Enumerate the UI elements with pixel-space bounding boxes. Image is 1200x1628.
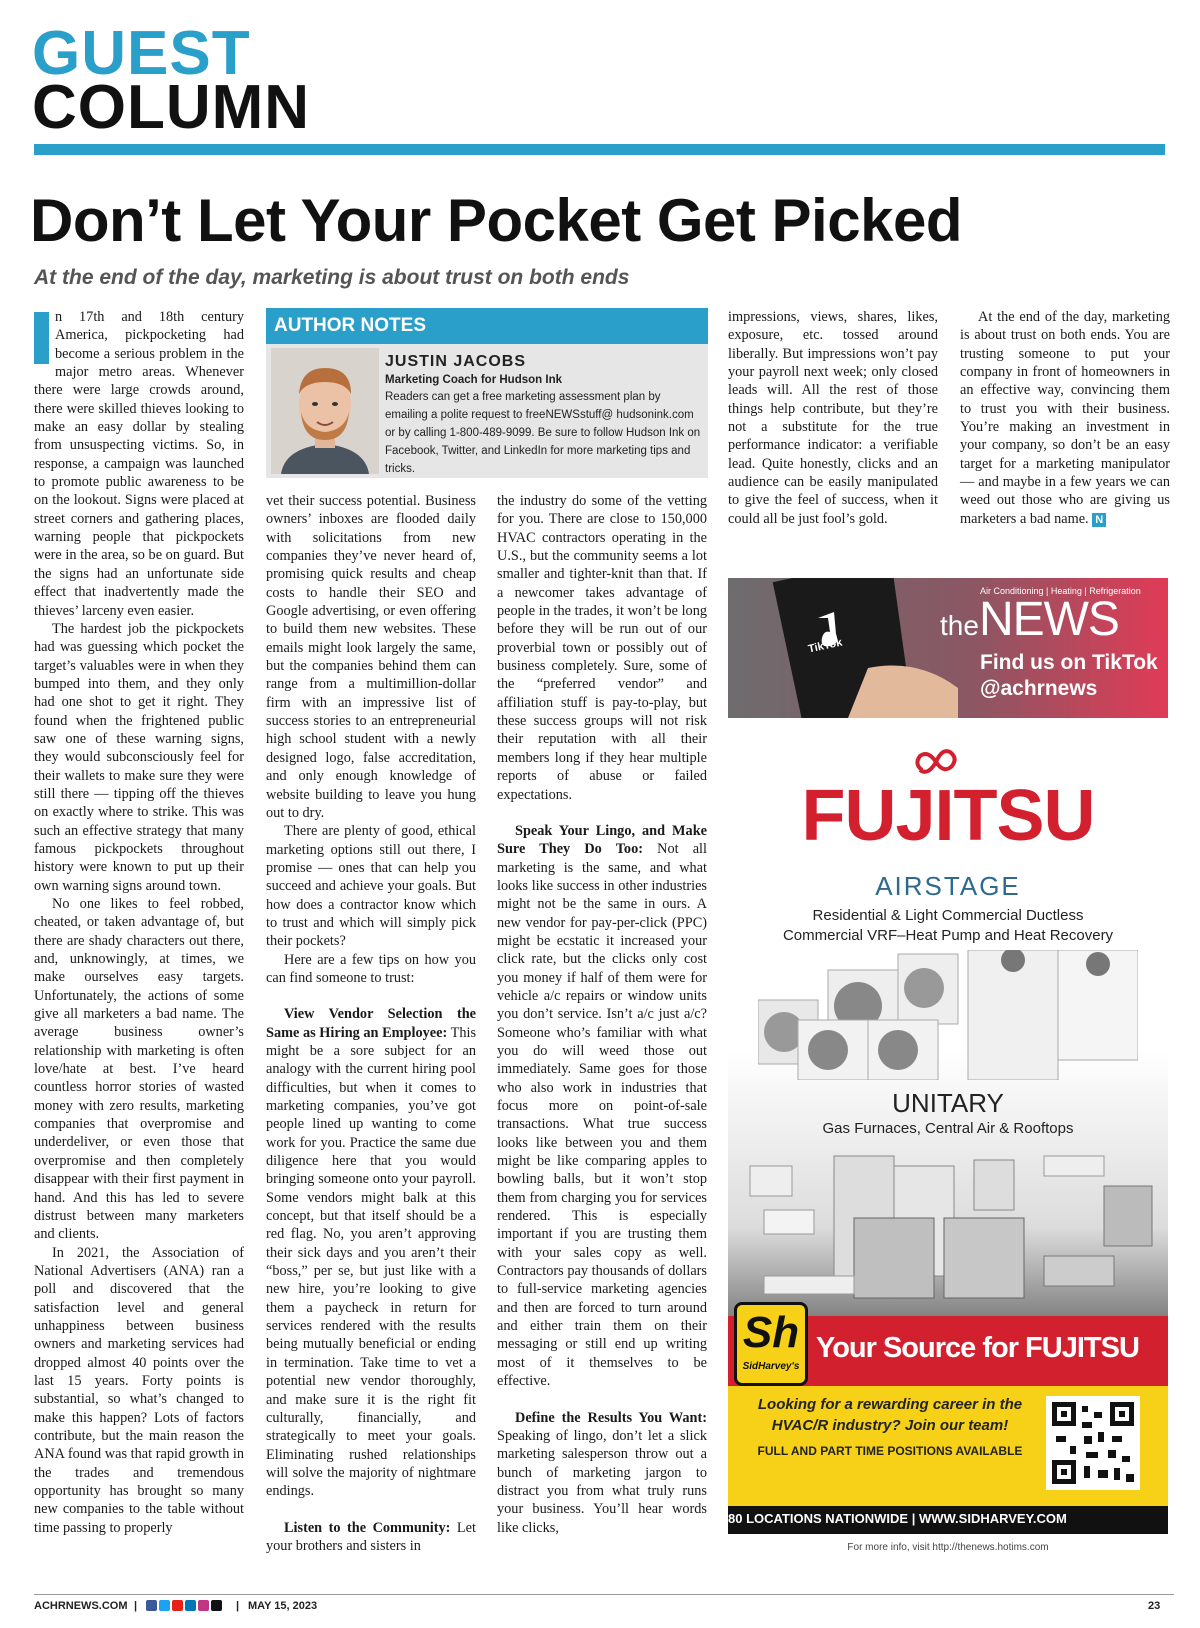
tiktok-app-label: TikTok	[807, 636, 844, 656]
unitary-description: Gas Furnaces, Central Air & Rooftops	[822, 1120, 1074, 1137]
sidharvey-logo-name: SidHarvey's	[742, 1361, 800, 1372]
section-label-column: COLUMN	[32, 73, 311, 142]
page-number: 23	[1148, 1600, 1161, 1612]
tiktok-cta-line1: Find us on TikTok	[980, 651, 1158, 674]
sidharvey-logo	[734, 1302, 808, 1386]
linkedin-icon[interactable]	[185, 1600, 196, 1611]
paragraph-text: At the end of the day, marketing is about trust on both ends. You are trusting someone to put your company in front of homeowners in an effective way, convincing them to trust you with their business. You’re making an investment in your company, so don’t be an easy target for a marketing manipulator — and maybe in a few years we can weed out those who are giving us marketers a bad name.	[960, 309, 1170, 527]
footer-separator: |	[134, 1600, 138, 1612]
unitary-units-image	[744, 1146, 1154, 1306]
social-icons	[146, 1600, 222, 1611]
fujitsu-ad[interactable]	[728, 728, 1168, 1534]
tip-body: Speaking of lingo, don’t let a slick marketing salesperson throw out a bunch of marketing jargon to distract you from what truly runs your business. You’ll hear words like clicks,	[497, 1427, 707, 1536]
unitary-label: UNITARY	[892, 1088, 1004, 1118]
instagram-icon[interactable]	[198, 1600, 209, 1611]
tiktok-icon[interactable]	[211, 1600, 222, 1611]
tip-body: Let your brothers and sisters in	[266, 1519, 476, 1554]
youtube-icon[interactable]	[172, 1600, 183, 1611]
paragraph: the industry do some of the vetting for you. There are close to 150,000 HVAC contractors operating in the U.S., but the community seems a lot smaller and tighter-knit than that. If a newcomer takes advantage of people in the trades, it won’t be long before they will be run out of our proverbial town or possibly out of business completely. Sure, some of the “preferred vendor” and affiliation stuff is pay-to-play, but these success groups will not risk their reputation with all their members long if they hear multiple reports of abuse or failed expectations.	[497, 493, 707, 803]
paragraph: There are plenty of good, ethical marketing options still out there, I promise — ones that can help you succeed and achieve your goals. But how does a contractor know which to trust and which will simply pick their pockets?	[266, 823, 476, 950]
footer-date: MAY 15, 2023	[248, 1600, 318, 1612]
tip-heading: Define the Results You Want:	[515, 1409, 707, 1426]
tip-paragraph	[497, 822, 707, 1391]
article-column-2	[266, 492, 476, 1555]
tiktok-cta	[980, 650, 1158, 702]
separator: |	[908, 1511, 919, 1526]
footer-separator: |	[236, 1600, 240, 1612]
article-column-3	[497, 492, 707, 1537]
tip-body: Not all marketing is the same, and what looks like success in other industries might not be the same in ours. A new vendor for pay-per-click (PPC) might be ecstatic it increased your click rate, but the clicks only cost you money if half of them were for vehicle a/c repairs or window units you don’t service. Isn’t a/c just a/c? Someone who’s familiar with what you do will weed those out immediately. Same goes for those who also work in industries that focus more on point-of-sale transactions. What true success looks like between you and them might be like comparing apples to bowling balls, but it won’t stop them from charging you for services rendered. This is especially important if you are trusting them with your sales copy as well. Contractors pay thousands of dollars to full-service marketing agencies and then are forced to turn around and either train them on their messaging or still end up writing most of it themselves to be effective.	[497, 841, 707, 1390]
more-info-link[interactable]: For more info, visit http://thenews.hotims.com	[847, 1542, 1049, 1553]
author-notes-title: AUTHOR NOTES	[266, 308, 708, 344]
paragraph: The hardest job the pickpockets had was guessing which pocket the target’s valuables were in when they bumped into them, and they only had one shot to get it right. They found when the frightened public saw one of these warning signs, they would subconsciously feel for their wallets to make sure they were still there — tipping off the thieves on exactly where to strike. This was such an effective strategy that many famous pickpockets throughout history were known to put up their own warning signs around town.	[34, 620, 244, 894]
footer-divider	[34, 1594, 1174, 1595]
tip-heading: Speak Your Lingo, and Make Sure They Do Too:	[497, 822, 707, 858]
airstage-label: AIRSTAGE	[875, 871, 1021, 901]
sidharvey-headline: Your Source for FUJITSU	[816, 1332, 1139, 1364]
contact-info	[728, 1511, 1067, 1526]
tip-paragraph	[266, 1519, 476, 1556]
airstage-description	[728, 906, 1168, 946]
tiktok-handle: @achrnews	[980, 677, 1098, 700]
qr-code-icon[interactable]	[1046, 1396, 1140, 1490]
paragraph: In 2021, the Association of National Advertisers (ANA) ran a poll and discovered that the satisfaction level and general unhappiness between business owners and marketing services had dropped almost 40 points over the last 15 years. Forty points is substantial, so what’s changed to make this happen? Lots of factors contribute, but the main reason the ANA found was that rapid growth in the trades and tremendous opportunity has brought so many new companies to the table without time passing to properly	[34, 1244, 244, 1536]
positions-text: FULL AND PART TIME POSITIONS AVAILABLE	[757, 1444, 1023, 1458]
section-label-guest: GUEST	[32, 19, 251, 88]
paragraph: impressions, views, shares, likes, exposure, etc. tossed around liberally. But impressions won’t pay your payroll next week; only closed leads will. All the rest of those things help contribute, but they’re not a substitute for the true performance indicator: a verifiable lead. Quite honestly, clicks and an audience can be easily manipulated to give the feel of success, when it could all be just fool’s gold.	[728, 309, 938, 527]
author-name: JUSTIN JACOBS	[385, 353, 527, 370]
tiktok-ad[interactable]	[728, 578, 1168, 718]
twitter-icon[interactable]	[159, 1600, 170, 1611]
author-photo	[271, 348, 379, 474]
tip-body: This might be a sore subject for an analogy with the current hiring pool difficulties, but when it comes to marketing companies, you’ve got people lined up wanting to come work for you. Practice the same due diligence here that you would bringing someone onto your payroll. Some vendors might balk at this concept, but that itself should be a red flag. No, you aren’t approving their sick days and you aren’t their “boss,” per se, but just like with a new hire, you’re looking to give them a paycheck in return for services rendered with the results being mutually beneficial or ending in termination. Take time to vet a potential new vendor thoroughly, and make sure it is the right fit culturally, financially, and strategically to meet your goals. Eliminating rushed relationships will solve the majority of nightmare endings.	[266, 1024, 477, 1500]
article-column-1	[34, 308, 244, 1537]
author-notes-text	[385, 352, 703, 478]
news-logo-news: NEWS	[978, 593, 1119, 646]
sidharvey-website-link[interactable]: WWW.SIDHARVEY.COM	[918, 1511, 1067, 1526]
tip-paragraph	[266, 1005, 476, 1500]
career-line1: Looking for a rewarding career in the	[757, 1396, 1023, 1413]
article-headline: Don’t Let Your Pocket Get Picked	[30, 187, 962, 254]
career-text	[742, 1394, 1038, 1436]
drop-cap	[34, 312, 49, 364]
paragraph: No one likes to feel robbed, cheated, or taken advantage of, but there are shady characters out there, and, unknowingly, at times, we make ourselves easy targets. Unfortunately, the actions of some give all marketers a bad name. The average business owner’s relationship with marketing is often love/hate at best. I’ve heard countless horror stories of wasted money with zero results, marketing companies that overpromise and underdeliver, or even those that overpromise and then completely disappear with their first payment in hand. And this has led to severe distrust between many marketers and clients.	[34, 896, 244, 1243]
news-logo	[940, 592, 1119, 647]
news-logo-the: the	[940, 610, 979, 641]
tip-heading: View Vendor Selection the Same as Hiring an Employee:	[266, 1006, 476, 1041]
paragraph: n 17th and 18th century America, pickpocketing had become a serious problem in the major metro areas. Whenever there were large crowds around, there were skilled thieves looking to make an easy dollar by stealing from unsuspecting victims. So, in response, a campaign was launched to promote public awareness to be on the lookout. Signs were placed at street corners and gathering places, warning people that pickpockets were in the area, so be on guard. But the signs had an unfortunate side effect that inadvertently made the thieves’ larceny even easier.	[34, 309, 244, 619]
ductless-units-image	[758, 950, 1138, 1080]
article-column-5	[960, 308, 1170, 528]
facebook-icon[interactable]	[146, 1600, 157, 1611]
paragraph	[960, 308, 1170, 528]
paragraph: vet their success potential. Business owners’ inboxes are flooded daily with solicitations from new companies they’ve never heard of, promising quick results and cheap costs to handle their SEO and Google advertising, or even offering to build them new websites. These emails might look largely the same, but the companies behind them can range from a multimillion-dollar firm with an impressive list of success stories to an entrepreneurial high school student with a newly designed logo, false accreditation, and only enough knowledge of website building to leave you hung out to dry.	[266, 493, 476, 821]
career-line2: HVAC/R industry? Join our team!	[771, 1417, 1009, 1434]
footer-site[interactable]: ACHRNEWS.COM	[34, 1600, 128, 1612]
author-role: Marketing Coach for Hudson Ink	[385, 374, 562, 386]
news-tagline: Air Conditioning | Heating | Refrigeration	[980, 586, 1141, 596]
airstage-line1: Residential & Light Commercial Ductless	[812, 907, 1084, 924]
header-divider	[34, 144, 1165, 155]
locations-text: 80 LOCATIONS NATIONWIDE	[728, 1511, 909, 1526]
author-bio: Readers can get a free marketing assessment plan by emailing a polite request to freeNEWSstuff@ hudsonink.com or by calling 1-800-489-9099. Be sure to follow Hudson Ink on Facebook, Twitter, and LinkedIn for more marketing tips and tricks.	[385, 391, 701, 475]
article-column-4	[728, 308, 938, 528]
airstage-line2: Commercial VRF–Heat Pump and Heat Recovery	[782, 927, 1114, 944]
paragraph: Here are a few tips on how you can find someone to trust:	[266, 951, 476, 986]
tip-paragraph	[497, 1409, 707, 1537]
article-subhead: At the end of the day, marketing is about trust on both ends	[34, 266, 630, 289]
tip-heading: Listen to the Community:	[284, 1519, 451, 1536]
sidharvey-logo-mark: Sh	[742, 1308, 800, 1357]
phone-hand-image	[748, 578, 958, 718]
fujitsu-logo: FUJITSU	[801, 776, 1095, 856]
end-mark-icon: N	[1092, 513, 1106, 527]
